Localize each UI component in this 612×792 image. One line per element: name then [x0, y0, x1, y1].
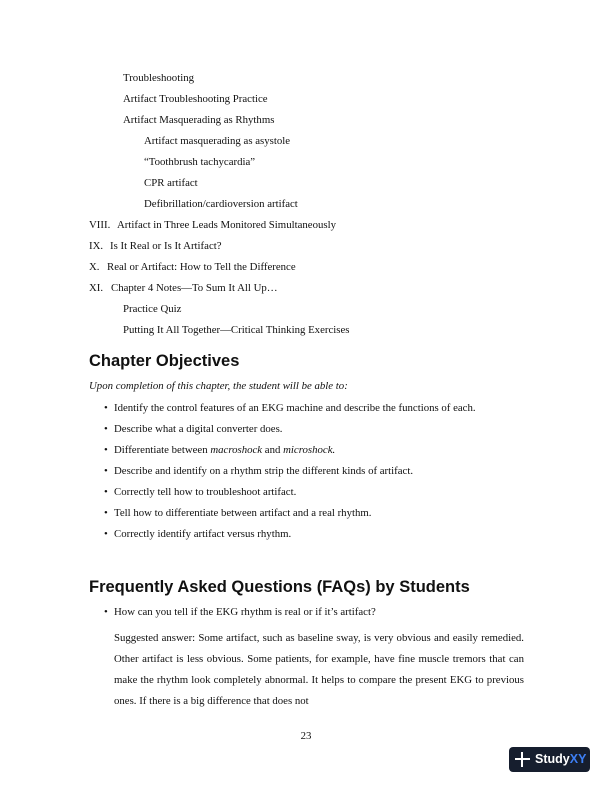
bullet-icon: •: [104, 444, 108, 456]
faq-answer: Suggested answer: Some artifact, such as baseline sway, is very obvious and easily remedied. Other artifact is less obvious. Some patients, for example, have fine muscle tremors that can make the rhythm look completely abnormal. It helps to compare the present EKG to previous ones. If there is a big difference that does not: [114, 632, 524, 707]
objective-text: Describe what a digital converter does.: [114, 423, 283, 435]
toc-text: CPR artifact: [144, 177, 198, 189]
studyxy-logo: StudyXY: [535, 752, 587, 766]
bullet-icon: •: [104, 402, 108, 414]
toc-text: Troubleshooting: [123, 72, 194, 84]
page-number: 23: [300, 730, 312, 742]
bullet-icon: •: [104, 465, 108, 477]
chapter-objectives-heading: Chapter Objectives: [89, 352, 240, 370]
toc-text: Artifact Troubleshooting Practice: [123, 93, 268, 105]
objective-text: Correctly identify artifact versus rhythm.: [114, 528, 292, 540]
toc-number: X.: [89, 261, 100, 273]
objective-text: Tell how to differentiate between artifact and a real rhythm.: [114, 507, 372, 519]
toc-text: “Toothbrush tachycardia”: [144, 156, 256, 168]
studyxy-badge[interactable]: [509, 747, 590, 772]
bullet-icon: •: [104, 423, 108, 435]
objective-text: Differentiate between macroshock and microshock.: [114, 444, 336, 456]
toc-text: Real or Artifact: How to Tell the Difference: [107, 261, 296, 273]
toc-text: Chapter 4 Notes—To Sum It All Up…: [111, 282, 278, 294]
toc-text: Defibrillation/cardioversion artifact: [144, 198, 298, 210]
toc-text: Putting It All Together—Critical Thinking Exercises: [123, 324, 350, 336]
toc-text: Artifact masquerading as asystole: [144, 135, 291, 147]
macroshock-term: macroshock: [210, 444, 263, 456]
faq-heading: Frequently Asked Questions (FAQs) by Students: [89, 578, 470, 596]
toc-text: Artifact Masquerading as Rhythms: [123, 114, 275, 126]
bullet-icon: •: [104, 507, 108, 519]
toc-number: VIII.: [89, 219, 111, 231]
objective-text: Correctly tell how to troubleshoot artifact.: [114, 486, 297, 498]
toc-text: Practice Quiz: [123, 303, 182, 315]
toc-text: Is It Real or Is It Artifact?: [110, 240, 222, 252]
toc-number: IX.: [89, 240, 104, 252]
bullet-icon: •: [104, 486, 108, 498]
bullet-icon: •: [104, 606, 108, 618]
toc-number: XI.: [89, 282, 104, 294]
plus-icon: [515, 752, 530, 767]
objective-text: Describe and identify on a rhythm strip the different kinds of artifact.: [114, 465, 414, 477]
microshock-term: microshock.: [283, 444, 336, 456]
objective-text: Identify the control features of an EKG machine and describe the functions of each.: [114, 402, 476, 414]
objectives-intro: Upon completion of this chapter, the student will be able to:: [89, 380, 348, 392]
faq-question-text: How can you tell if the EKG rhythm is real or if it’s artifact?: [114, 606, 376, 618]
toc-text: Artifact in Three Leads Monitored Simultaneously: [117, 219, 336, 231]
bullet-icon: •: [104, 528, 108, 540]
